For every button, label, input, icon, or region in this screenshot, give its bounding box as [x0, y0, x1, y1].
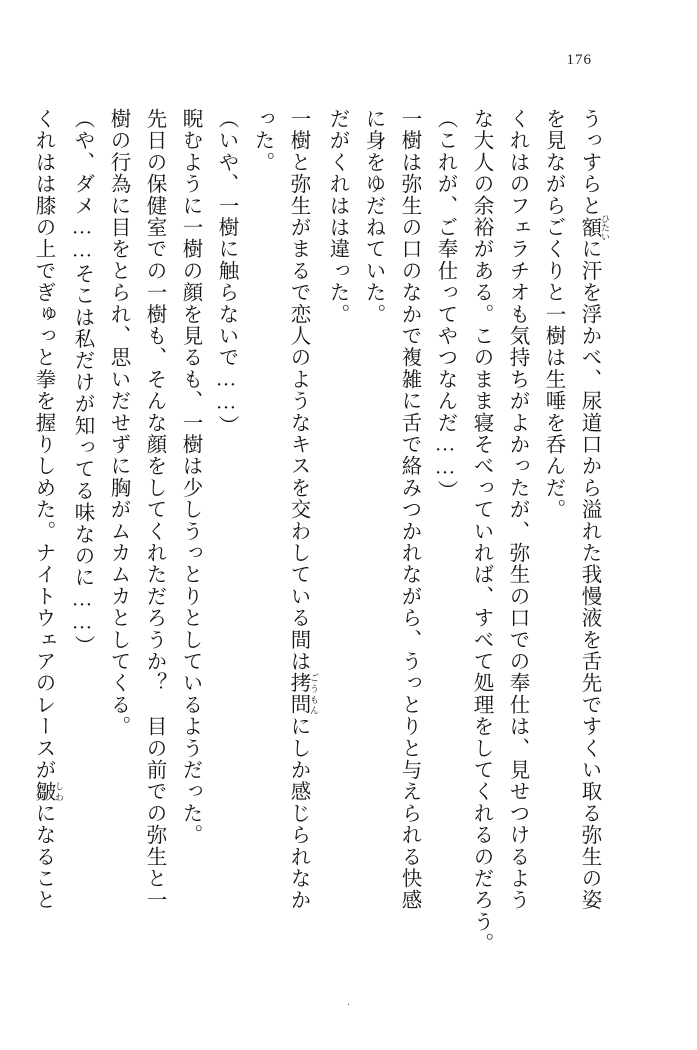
- text-line-3: くれはのフェラチオも気持ちがよかったが、弥生の口での奉仕は、見せつけるよう: [506, 108, 528, 911]
- text-line-7: に身をゆだねていた。: [362, 108, 384, 325]
- text-line-14: 樹の行為に目をとられ、思いだせずに胸がムカムカとしてくる。: [107, 108, 129, 738]
- ruby-hitai: 額 ひたい: [578, 213, 610, 241]
- text-line-12: 睨むように一樹の顔を見るも、一樹は少しうっとりとしているようだった。: [179, 108, 201, 846]
- text-line-5: （これが、ご奉仕ってやつなんだ……）: [434, 108, 456, 502]
- ruby-goumon: 拷問 ごうもん: [287, 672, 319, 716]
- text-line-6: 一樹は弥生の口のなかで複雑に舌で絡みつかれながら、うっとりと与えられる快感: [398, 108, 420, 911]
- page-footer-mark: .: [347, 996, 350, 1008]
- text-line-15: （や、ダメ……そこは私だけが知ってる味なのに……）: [71, 108, 93, 657]
- vertical-text-body: [32, 108, 610, 968]
- text-line-10: った。: [251, 108, 273, 174]
- text-line-16: くれはは膝の上でぎゅっと拳を握りしめた。ナイトウェアのレースが皺 しわになること: [32, 108, 64, 911]
- ruby-shiwa: 皺 しわ: [32, 780, 64, 803]
- text-line-9: 一樹と弥生がまるで恋人のようなキスを交わしている間は拷問 ごうもんにしか感じられなか: [287, 108, 319, 911]
- text-line-4: な大人の余裕がある。このまま寝そべっていれば、すべて処理をしてくれるのだろう。: [470, 108, 492, 955]
- page-number: 176: [566, 52, 592, 68]
- text-line-2: を見ながらごくりと一樹は生唾を呑んだ。: [542, 108, 564, 521]
- text-line-1: うっすらと額 ひたいに汗を浮かべ、尿道口から溢れた我慢液を舌先ですくい取る弥生の姿: [578, 108, 610, 911]
- text-line-8: だがくれはは違った。: [326, 108, 348, 325]
- text-line-13: 先日の保健室での一樹も、そんな顔をしてくれただろうか？ 目の前での弥生と一: [143, 108, 165, 911]
- text-line-11: （いや、一樹に触らないで……）: [215, 108, 237, 437]
